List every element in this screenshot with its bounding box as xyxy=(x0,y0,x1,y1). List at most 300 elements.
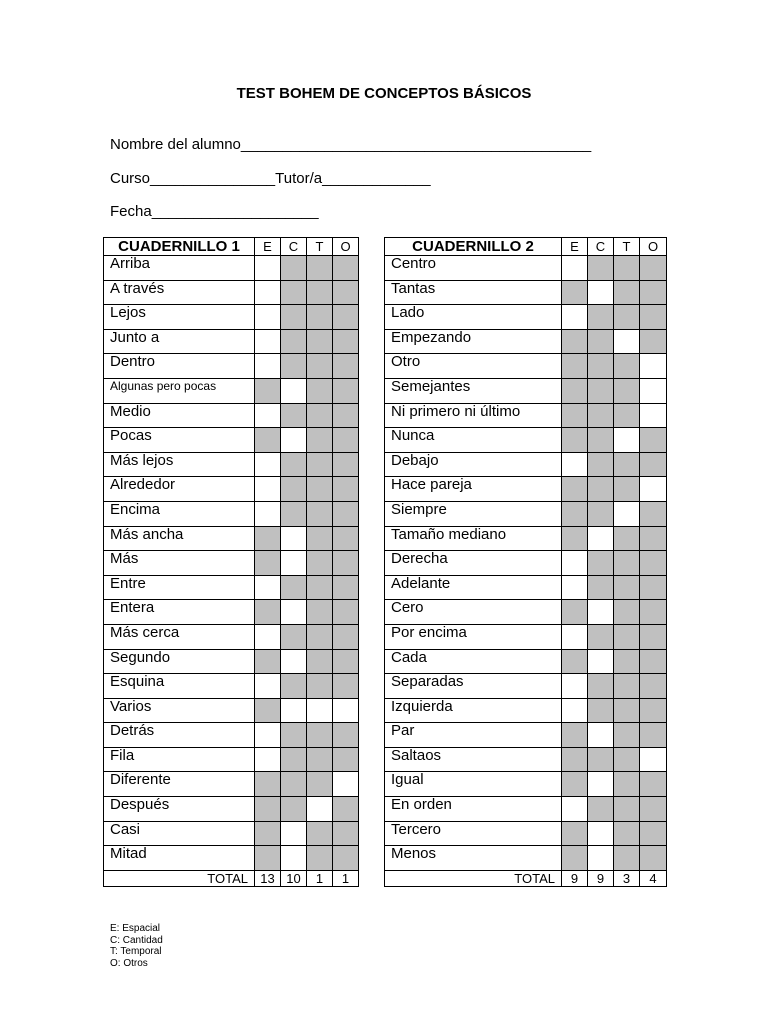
shaded-cell-t xyxy=(307,403,333,428)
table-row xyxy=(104,600,359,625)
shaded-cell-o xyxy=(640,305,667,330)
shaded-cell-t xyxy=(614,403,640,428)
concept-label: Arriba xyxy=(104,256,255,281)
table-row xyxy=(385,600,667,625)
table-row xyxy=(385,526,667,551)
shaded-cell-o xyxy=(640,501,667,526)
concept-label: Centro xyxy=(385,256,562,281)
shaded-cell-t xyxy=(614,551,640,576)
shaded-cell-c xyxy=(281,280,307,305)
concept-label: Adelante xyxy=(385,575,562,600)
shaded-cell-o xyxy=(640,821,667,846)
shaded-cell-o xyxy=(640,846,667,871)
table-row xyxy=(385,821,667,846)
table-row xyxy=(104,624,359,649)
concept-label: Alrededor xyxy=(104,477,255,502)
shaded-cell-t xyxy=(614,477,640,502)
shaded-cell-e xyxy=(562,723,588,748)
shaded-cell-e xyxy=(562,501,588,526)
concept-label: Más ancha xyxy=(104,526,255,551)
shaded-cell-o xyxy=(333,428,359,453)
table-row xyxy=(104,428,359,453)
col-c-header: C xyxy=(281,238,307,256)
shaded-cell-c xyxy=(588,575,614,600)
table-row xyxy=(385,452,667,477)
shaded-cell-c xyxy=(281,256,307,281)
table-row xyxy=(104,329,359,354)
answer-cell-o[interactable] xyxy=(640,403,667,428)
total-value-e: 13 xyxy=(255,870,281,886)
answer-cell-e[interactable] xyxy=(255,624,281,649)
table-row xyxy=(104,354,359,379)
answer-cell-t[interactable] xyxy=(614,329,640,354)
answer-cell-c[interactable] xyxy=(588,723,614,748)
shaded-cell-e xyxy=(562,772,588,797)
table-row xyxy=(104,772,359,797)
table-row xyxy=(385,772,667,797)
answer-cell-c[interactable] xyxy=(588,280,614,305)
answer-cell-c[interactable] xyxy=(281,551,307,576)
concept-label: Derecha xyxy=(385,551,562,576)
answer-cell-e[interactable] xyxy=(255,575,281,600)
concept-label: Igual xyxy=(385,772,562,797)
answer-cell-e[interactable] xyxy=(562,305,588,330)
shaded-cell-c xyxy=(588,501,614,526)
concept-label: A través xyxy=(104,280,255,305)
table-row xyxy=(385,280,667,305)
table-row xyxy=(104,378,359,403)
table-row xyxy=(385,698,667,723)
shaded-cell-o xyxy=(333,354,359,379)
table-row xyxy=(385,428,667,453)
table-row xyxy=(385,256,667,281)
shaded-cell-c xyxy=(588,329,614,354)
shaded-cell-c xyxy=(281,575,307,600)
shaded-cell-t xyxy=(614,624,640,649)
shaded-cell-o xyxy=(640,329,667,354)
answer-cell-t[interactable] xyxy=(307,698,333,723)
table-row xyxy=(104,477,359,502)
table-row xyxy=(104,256,359,281)
shaded-cell-t xyxy=(614,723,640,748)
table-row xyxy=(104,280,359,305)
shaded-cell-t xyxy=(614,305,640,330)
shaded-cell-c xyxy=(588,452,614,477)
total-value-o: 4 xyxy=(640,870,667,886)
table-row xyxy=(385,477,667,502)
cuadernillo-1-header: CUADERNILLO 1 xyxy=(104,238,255,256)
answer-cell-c[interactable] xyxy=(281,600,307,625)
answer-cell-t[interactable] xyxy=(614,501,640,526)
answer-cell-e[interactable] xyxy=(562,797,588,822)
shaded-cell-t xyxy=(614,354,640,379)
shaded-cell-o xyxy=(640,575,667,600)
concept-label: Saltaos xyxy=(385,747,562,772)
legend-item: T: Temporal xyxy=(110,946,162,958)
answer-cell-c[interactable] xyxy=(588,600,614,625)
shaded-cell-e xyxy=(562,846,588,871)
shaded-cell-e xyxy=(562,477,588,502)
answer-cell-c[interactable] xyxy=(588,649,614,674)
shaded-cell-o xyxy=(640,280,667,305)
table-row xyxy=(104,403,359,428)
col-e-header: E xyxy=(255,238,281,256)
total-value-o: 1 xyxy=(333,870,359,886)
col-o-header: O xyxy=(640,238,667,256)
answer-cell-e[interactable] xyxy=(562,256,588,281)
total-row xyxy=(104,870,359,886)
table-row xyxy=(104,723,359,748)
concept-label: Tantas xyxy=(385,280,562,305)
shaded-cell-o xyxy=(333,723,359,748)
total-value-c: 10 xyxy=(281,870,307,886)
legend xyxy=(110,923,163,970)
shaded-cell-c xyxy=(281,477,307,502)
shaded-cell-t xyxy=(307,428,333,453)
table-row xyxy=(385,649,667,674)
answer-cell-e[interactable] xyxy=(255,452,281,477)
answer-cell-e[interactable] xyxy=(255,354,281,379)
shaded-cell-c xyxy=(588,378,614,403)
shaded-cell-e xyxy=(562,526,588,551)
answer-cell-t[interactable] xyxy=(307,797,333,822)
answer-cell-e[interactable] xyxy=(562,551,588,576)
shaded-cell-t xyxy=(614,575,640,600)
shaded-cell-e xyxy=(255,600,281,625)
answer-cell-c[interactable] xyxy=(281,821,307,846)
concept-label: Dentro xyxy=(104,354,255,379)
table-row xyxy=(385,747,667,772)
shaded-cell-o xyxy=(333,600,359,625)
shaded-cell-e xyxy=(255,526,281,551)
shaded-cell-o xyxy=(333,551,359,576)
shaded-cell-e xyxy=(562,600,588,625)
answer-cell-t[interactable] xyxy=(614,428,640,453)
shaded-cell-c xyxy=(281,305,307,330)
table-row xyxy=(104,698,359,723)
shaded-cell-o xyxy=(640,698,667,723)
shaded-cell-t xyxy=(614,452,640,477)
shaded-cell-t xyxy=(614,821,640,846)
shaded-cell-c xyxy=(281,501,307,526)
col-e-header: E xyxy=(562,238,588,256)
shaded-cell-t xyxy=(307,305,333,330)
shaded-cell-c xyxy=(588,551,614,576)
total-value-c: 9 xyxy=(588,870,614,886)
answer-cell-o[interactable] xyxy=(640,354,667,379)
concept-label: Menos xyxy=(385,846,562,871)
shaded-cell-t xyxy=(307,624,333,649)
shaded-cell-o xyxy=(333,329,359,354)
table-row xyxy=(104,305,359,330)
table-row xyxy=(385,305,667,330)
shaded-cell-t xyxy=(614,698,640,723)
concept-label: Cero xyxy=(385,600,562,625)
legend-item: E: Espacial xyxy=(110,923,161,934)
answer-cell-c[interactable] xyxy=(588,821,614,846)
shaded-cell-e xyxy=(562,354,588,379)
shaded-cell-o xyxy=(640,624,667,649)
shaded-cell-c xyxy=(588,674,614,699)
concept-label: Lejos xyxy=(104,305,255,330)
shaded-cell-t xyxy=(307,674,333,699)
col-t-header: T xyxy=(614,238,640,256)
concept-label: Hace pareja xyxy=(385,477,562,502)
answer-cell-e[interactable] xyxy=(255,747,281,772)
shaded-cell-e xyxy=(562,378,588,403)
answer-cell-e[interactable] xyxy=(562,452,588,477)
shaded-cell-t xyxy=(307,772,333,797)
answer-cell-e[interactable] xyxy=(255,403,281,428)
shaded-cell-c xyxy=(588,797,614,822)
shaded-cell-t xyxy=(307,477,333,502)
answer-cell-o[interactable] xyxy=(640,378,667,403)
concept-label: Otro xyxy=(385,354,562,379)
shaded-cell-o xyxy=(333,452,359,477)
answer-cell-c[interactable] xyxy=(281,526,307,551)
concept-label: Fila xyxy=(104,747,255,772)
cuadernillo-1-body xyxy=(104,256,359,887)
total-label: TOTAL xyxy=(385,870,562,886)
shaded-cell-c xyxy=(588,747,614,772)
answer-cell-e[interactable] xyxy=(255,256,281,281)
shaded-cell-t xyxy=(614,846,640,871)
shaded-cell-t xyxy=(307,354,333,379)
col-c-header: C xyxy=(588,238,614,256)
shaded-cell-o xyxy=(333,821,359,846)
curso-tutor-field[interactable]: Curso_______________Tutor/a_____________ xyxy=(110,170,431,187)
shaded-cell-t xyxy=(614,747,640,772)
shaded-cell-e xyxy=(562,428,588,453)
shaded-cell-o xyxy=(333,747,359,772)
shaded-cell-o xyxy=(640,649,667,674)
concept-label: Por encima xyxy=(385,624,562,649)
fecha-field[interactable]: Fecha____________________ xyxy=(110,203,319,220)
concept-label: Empezando xyxy=(385,329,562,354)
shaded-cell-c xyxy=(281,772,307,797)
nombre-field[interactable]: Nombre del alumno__________________________________________ xyxy=(110,136,592,153)
table-row xyxy=(385,797,667,822)
concept-label: Junto a xyxy=(104,329,255,354)
answer-cell-c[interactable] xyxy=(281,698,307,723)
concept-label: Tamaño mediano xyxy=(385,526,562,551)
table-row xyxy=(385,329,667,354)
shaded-cell-o xyxy=(333,378,359,403)
answer-cell-e[interactable] xyxy=(255,477,281,502)
shaded-cell-c xyxy=(281,747,307,772)
shaded-cell-e xyxy=(255,698,281,723)
shaded-cell-o xyxy=(640,723,667,748)
shaded-cell-t xyxy=(307,747,333,772)
shaded-cell-t xyxy=(307,846,333,871)
shaded-cell-c xyxy=(588,354,614,379)
table-row xyxy=(385,551,667,576)
concept-label: Par xyxy=(385,723,562,748)
shaded-cell-o xyxy=(333,403,359,428)
shaded-cell-o xyxy=(640,772,667,797)
concept-label: Lado xyxy=(385,305,562,330)
shaded-cell-t xyxy=(614,674,640,699)
shaded-cell-t xyxy=(614,797,640,822)
answer-cell-e[interactable] xyxy=(562,698,588,723)
legend-item: O: Otros xyxy=(110,958,148,970)
table-row xyxy=(385,403,667,428)
table-row xyxy=(104,747,359,772)
concept-label: Izquierda xyxy=(385,698,562,723)
answer-cell-o[interactable] xyxy=(640,477,667,502)
shaded-cell-o xyxy=(333,477,359,502)
shaded-cell-t xyxy=(307,280,333,305)
shaded-cell-o xyxy=(640,797,667,822)
table-row xyxy=(385,378,667,403)
shaded-cell-o xyxy=(640,551,667,576)
shaded-cell-c xyxy=(588,403,614,428)
concept-label: Pocas xyxy=(104,428,255,453)
shaded-cell-e xyxy=(255,846,281,871)
concept-label: Detrás xyxy=(104,723,255,748)
shaded-cell-c xyxy=(588,477,614,502)
shaded-cell-o xyxy=(333,674,359,699)
shaded-cell-o xyxy=(640,428,667,453)
answer-cell-c[interactable] xyxy=(281,378,307,403)
answer-cell-e[interactable] xyxy=(255,280,281,305)
total-value-t: 1 xyxy=(307,870,333,886)
concept-label: Siempre xyxy=(385,501,562,526)
answer-cell-c[interactable] xyxy=(588,846,614,871)
shaded-cell-t xyxy=(614,280,640,305)
concept-label: Debajo xyxy=(385,452,562,477)
answer-cell-c[interactable] xyxy=(281,846,307,871)
table-row xyxy=(104,674,359,699)
shaded-cell-o xyxy=(640,526,667,551)
shaded-cell-t xyxy=(307,575,333,600)
shaded-cell-c xyxy=(588,256,614,281)
concept-label: Medio xyxy=(104,403,255,428)
shaded-cell-c xyxy=(588,698,614,723)
shaded-cell-c xyxy=(281,354,307,379)
shaded-cell-t xyxy=(307,526,333,551)
shaded-cell-o xyxy=(333,526,359,551)
answer-cell-e[interactable] xyxy=(562,575,588,600)
concept-label: Esquina xyxy=(104,674,255,699)
concept-label: Más lejos xyxy=(104,452,255,477)
shaded-cell-e xyxy=(255,551,281,576)
shaded-cell-e xyxy=(255,821,281,846)
col-t-header: T xyxy=(307,238,333,256)
table-row xyxy=(385,501,667,526)
shaded-cell-e xyxy=(255,428,281,453)
cuadernillo-1-table xyxy=(103,237,359,887)
concept-label: Nunca xyxy=(385,428,562,453)
table-row xyxy=(385,354,667,379)
table-row xyxy=(104,797,359,822)
table-row xyxy=(104,551,359,576)
shaded-cell-t xyxy=(307,452,333,477)
shaded-cell-t xyxy=(614,256,640,281)
concept-label: Semejantes xyxy=(385,378,562,403)
shaded-cell-o xyxy=(640,674,667,699)
col-o-header: O xyxy=(333,238,359,256)
cuadernillo-2-table xyxy=(384,237,667,887)
concept-label: Después xyxy=(104,797,255,822)
table-row xyxy=(104,575,359,600)
shaded-cell-o xyxy=(333,846,359,871)
concept-label: Varios xyxy=(104,698,255,723)
shaded-cell-o xyxy=(333,305,359,330)
shaded-cell-o xyxy=(640,600,667,625)
shaded-cell-t xyxy=(307,256,333,281)
shaded-cell-e xyxy=(255,772,281,797)
concept-label: Mitad xyxy=(104,846,255,871)
answer-cell-e[interactable] xyxy=(255,305,281,330)
table-row xyxy=(385,846,667,871)
answer-cell-c[interactable] xyxy=(281,428,307,453)
answer-cell-o[interactable] xyxy=(333,698,359,723)
total-row xyxy=(385,870,667,886)
shaded-cell-e xyxy=(562,649,588,674)
concept-label: Más xyxy=(104,551,255,576)
shaded-cell-e xyxy=(562,747,588,772)
shaded-cell-o xyxy=(333,256,359,281)
shaded-cell-o xyxy=(333,797,359,822)
answer-cell-o[interactable] xyxy=(333,772,359,797)
legend-item: C: Cantidad xyxy=(110,934,163,946)
shaded-cell-c xyxy=(281,674,307,699)
total-value-e: 9 xyxy=(562,870,588,886)
shaded-cell-e xyxy=(562,329,588,354)
concept-label: Entre xyxy=(104,575,255,600)
shaded-cell-o xyxy=(640,452,667,477)
concept-label: Diferente xyxy=(104,772,255,797)
shaded-cell-t xyxy=(307,649,333,674)
shaded-cell-c xyxy=(281,452,307,477)
shaded-cell-t xyxy=(307,329,333,354)
table-row xyxy=(385,624,667,649)
concept-label: Tercero xyxy=(385,821,562,846)
shaded-cell-c xyxy=(281,329,307,354)
table-row xyxy=(385,575,667,600)
answer-cell-e[interactable] xyxy=(255,501,281,526)
total-value-t: 3 xyxy=(614,870,640,886)
shaded-cell-c xyxy=(281,403,307,428)
cuadernillo-2-header: CUADERNILLO 2 xyxy=(385,238,562,256)
shaded-cell-e xyxy=(562,403,588,428)
table-row xyxy=(385,723,667,748)
answer-cell-c[interactable] xyxy=(588,772,614,797)
concept-label: Ni primero ni último xyxy=(385,403,562,428)
answer-cell-e[interactable] xyxy=(562,624,588,649)
concept-label: Algunas pero pocas xyxy=(104,378,255,403)
answer-cell-o[interactable] xyxy=(640,747,667,772)
concept-label: Cada xyxy=(385,649,562,674)
shaded-cell-c xyxy=(588,305,614,330)
shaded-cell-e xyxy=(255,649,281,674)
shaded-cell-c xyxy=(281,723,307,748)
shaded-cell-t xyxy=(307,600,333,625)
shaded-cell-t xyxy=(614,526,640,551)
shaded-cell-o xyxy=(333,649,359,674)
answer-cell-e[interactable] xyxy=(255,674,281,699)
answer-cell-c[interactable] xyxy=(588,526,614,551)
answer-cell-e[interactable] xyxy=(255,723,281,748)
page-title: TEST BOHEM DE CONCEPTOS BÁSICOS xyxy=(236,85,532,102)
answer-cell-e[interactable] xyxy=(255,329,281,354)
shaded-cell-c xyxy=(588,624,614,649)
shaded-cell-t xyxy=(614,378,640,403)
answer-cell-c[interactable] xyxy=(281,649,307,674)
shaded-cell-c xyxy=(281,624,307,649)
answer-cell-e[interactable] xyxy=(562,674,588,699)
